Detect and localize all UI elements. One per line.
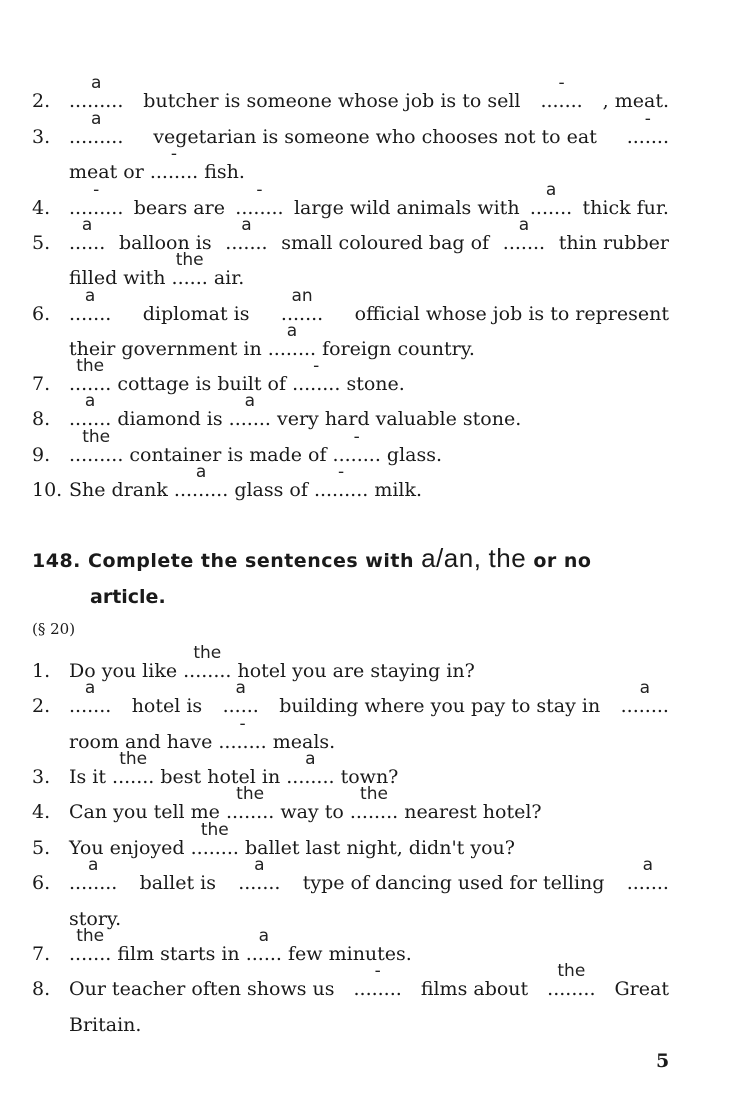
sentence-text: Britain. (69, 1014, 142, 1036)
answer-blank (267, 321, 317, 360)
handwritten-answer: - (93, 180, 100, 200)
blank-dots: ........ (267, 338, 317, 360)
ex147-item-4: 4. - ......... bears are - ........ large wild animals with a ....... thick fur. (32, 180, 669, 219)
handwritten-answer: the (200, 820, 229, 840)
ex148-item-6-cont (0, 904, 741, 934)
answer-blank (69, 678, 112, 717)
sentence-text: vegetarian is someone who chooses not to eat (153, 126, 597, 148)
sentence-text: foreign country. (322, 338, 475, 360)
sentence-text: Do you like (69, 660, 184, 682)
answer-blank (69, 427, 124, 466)
blank-dots: ....... (238, 872, 281, 894)
blank-dots: ....... (280, 303, 324, 325)
handwritten-answer: a (305, 749, 316, 769)
blank-dots: ........ (149, 161, 199, 183)
ex148-item-5: 5. You enjoyed the ........ ballet last night, didn't you? (32, 820, 515, 859)
answer-blank (69, 286, 112, 325)
ex148-item-2: 2. a ....... hotel is a ...... building where you pay to stay in a ........ (32, 678, 669, 717)
blank-dots: ........ (225, 801, 275, 823)
sentence (69, 321, 475, 360)
sentence (69, 1014, 141, 1036)
sentence-text: hotel you are staying in? (237, 660, 475, 682)
exercise-heading-cont: article. (90, 586, 166, 608)
handwritten-answer: - (558, 73, 565, 93)
section-reference: (§ 20) (32, 620, 76, 638)
sentence-text: balloon is (118, 232, 212, 254)
sentence-text: milk. (374, 479, 423, 501)
blank-dots: ........ (332, 444, 381, 466)
answer-blank (69, 180, 124, 219)
answer-blank (69, 855, 118, 894)
blank-dots: ........ (353, 978, 402, 1000)
answer-blank (502, 215, 546, 254)
sentence-text: way to (280, 801, 350, 823)
sentence (69, 109, 669, 148)
answer-blank (620, 678, 669, 717)
sentence (69, 784, 542, 823)
blank-dots: ....... (502, 232, 546, 254)
handwritten-answer: a (195, 462, 207, 482)
sentence-text: butcher is someone whose job is to sell (143, 90, 521, 112)
ex148-item-3: 3. Is it the ....... best hotel in a ........ town? (32, 749, 399, 788)
answer-blank (218, 714, 267, 753)
answer-blank (149, 144, 199, 183)
blank-dots: ........ (620, 695, 669, 717)
blank-dots: ......... (69, 197, 124, 219)
ex147-item-10: 10. She drank a ......... glass of - ......... milk. (32, 462, 423, 501)
blank-dots: ......... (69, 126, 124, 148)
blank-dots: ...... (171, 267, 208, 289)
ex147-item-7: 7. the ....... cottage is built of - ........ stone. (32, 356, 405, 395)
ex147-item-6: 6. a ....... diplomat is an ....... official whose job is to represent (32, 286, 669, 325)
sentence (69, 215, 669, 254)
blank-dots: ....... (225, 232, 268, 254)
sentence-text: air. (213, 267, 245, 289)
sentence-text: hotel is (131, 695, 203, 717)
blank-dots: ....... (69, 303, 112, 325)
sentence (69, 714, 336, 753)
handwritten-answer: the (82, 427, 111, 447)
handwritten-answer: a (286, 321, 298, 341)
handwritten-answer: a (87, 855, 99, 875)
answer-blank (238, 855, 281, 894)
sentence (69, 427, 443, 466)
blank-dots: ....... (540, 90, 583, 112)
answer-blank (313, 462, 369, 501)
handwritten-answer: - (256, 180, 263, 200)
exercise-heading: 148. Complete the sentences with a/an, the or no (32, 543, 592, 573)
handwritten-answer: a (81, 215, 93, 235)
answer-blank (225, 215, 268, 254)
sentence-text: film starts in (117, 943, 246, 965)
sentence-text: Great (614, 978, 669, 1000)
handwritten-answer: a (244, 391, 256, 411)
ex147-item-3: 3. a ......... vegetarian is someone who chooses not to eat - ....... (32, 109, 669, 148)
ex147-item-8: 8. a ....... diamond is a ....... very hard valuable stone. (32, 391, 522, 430)
sentence (69, 749, 399, 788)
answer-blank (353, 961, 402, 1000)
sentence-text: , meat. (602, 90, 669, 112)
sentence-text: nearest hotel? (404, 801, 542, 823)
sentence-text: thick fur. (582, 197, 669, 219)
sentence (69, 286, 669, 325)
handwritten-answer: a (254, 855, 265, 875)
answer-blank (626, 109, 669, 148)
blank-dots: ....... (112, 766, 155, 788)
sentence-text: Our teacher often shows us (69, 978, 335, 1000)
blank-dots: ....... (69, 373, 112, 395)
answer-blank (626, 855, 669, 894)
sentence-text: large wild animals with (293, 197, 520, 219)
sentence-text: meals. (272, 731, 336, 753)
blank-dots: ........ (547, 978, 596, 1000)
sentence-text: container is made of (129, 444, 333, 466)
answer-blank (112, 749, 155, 788)
handwritten-answer: a (258, 926, 270, 946)
blank-dots: ...... (222, 695, 259, 717)
ex148-item-8: 8. Our teacher often shows us - ........ films about the ........ Great (32, 961, 669, 1000)
sentence-text: Is it (69, 766, 113, 788)
sentence-text: few minutes. (288, 943, 412, 965)
handwritten-answer: - (313, 356, 320, 376)
answer-blank (529, 180, 573, 219)
blank-dots: ........ (349, 801, 399, 823)
sentence-text: official whose job is to represent (354, 303, 669, 325)
blank-dots: ....... (529, 197, 573, 219)
blank-dots: ......... (173, 479, 229, 501)
sentence-text: story. (69, 908, 122, 930)
handwritten-answer: - (644, 109, 651, 129)
handwritten-answer: - (338, 462, 345, 482)
handwritten-answer: a (84, 678, 96, 698)
answer-blank (190, 820, 239, 859)
ex147-item-5-cont (0, 250, 741, 293)
sentence-text: type of dancing used for telling (302, 872, 605, 894)
blank-dots: ....... (626, 126, 669, 148)
sentence-text: best hotel in (160, 766, 287, 788)
ex147-item-9: 9. the ......... container is made of - ........ glass. (32, 427, 443, 466)
sentence (69, 961, 669, 1000)
blank-dots: ........ (183, 660, 232, 682)
ex148-item-7: 7. the ....... film starts in a ...... few minutes. (32, 926, 412, 965)
handwritten-answer: the (557, 961, 586, 981)
sentence (69, 820, 515, 859)
sentence-text: very hard valuable stone. (276, 408, 522, 430)
blank-dots: ...... (245, 943, 282, 965)
sentence-text: cottage is built of (117, 373, 293, 395)
blank-dots: ........ (286, 766, 335, 788)
sentence (69, 926, 412, 965)
handwritten-answer: a (235, 678, 246, 698)
blank-dots: ....... (228, 408, 271, 430)
sentence-text: She drank (69, 479, 174, 501)
blank-dots: ...... (69, 232, 106, 254)
handwritten-answer: a (84, 286, 96, 306)
sentence-text: glass. (386, 444, 443, 466)
blank-dots: ........ (235, 197, 284, 219)
sentence-text: diplomat is (142, 303, 250, 325)
ex148-item-2-cont (0, 714, 741, 757)
handwritten-answer: the (119, 749, 148, 769)
ex148-item-8-cont (0, 1010, 741, 1040)
handwritten-answer: a (642, 855, 654, 875)
handwritten-answer: a (639, 678, 650, 698)
handwritten-answer: a (84, 391, 96, 411)
sentence-text: meat or (69, 161, 150, 183)
sentence-text: diamond is (117, 408, 229, 430)
blank-dots: ....... (626, 872, 669, 894)
ex148-item-1: 1. Do you like the ........ hotel you are staying in? (32, 643, 475, 682)
handwritten-answer: the (76, 926, 105, 946)
sentence-text: glass of (234, 479, 314, 501)
sentence-text: films about (420, 978, 529, 1000)
handwritten-answer: a (545, 180, 557, 200)
blank-dots: ....... (69, 408, 112, 430)
handwritten-answer: a (90, 73, 102, 93)
handwritten-answer: the (175, 250, 204, 270)
sentence-text: their government in (69, 338, 268, 360)
sentence (69, 391, 522, 430)
answer-blank (69, 109, 124, 148)
sentence-text: filled with (69, 267, 172, 289)
sentence-text: town? (340, 766, 399, 788)
ex148-item-4: 4. Can you tell me the ........ way to the ........ nearest hotel? (32, 784, 542, 823)
sentence (69, 643, 475, 682)
blank-dots: ......... (69, 90, 124, 112)
blank-dots: ....... (69, 943, 112, 965)
handwritten-answer: - (374, 961, 381, 981)
sentence (69, 180, 669, 219)
answer-blank (547, 961, 596, 1000)
sentence (69, 356, 405, 395)
handwritten-answer: a (518, 215, 530, 235)
answer-blank (171, 250, 208, 289)
sentence (69, 250, 245, 289)
sentence (69, 462, 423, 501)
answer-blank (69, 926, 112, 965)
blank-dots: ......... (313, 479, 369, 501)
sentence-text: fish. (204, 161, 245, 183)
sentence-text: thin rubber (558, 232, 669, 254)
answer-blank (349, 784, 399, 823)
answer-blank (286, 749, 335, 788)
handwritten-answer: the (236, 784, 265, 804)
sentence-text: You enjoyed (69, 837, 191, 859)
blank-dots: ....... (69, 695, 112, 717)
sentence-text: building where you pay to stay in (279, 695, 601, 717)
ex147-item-5: 5. a ...... balloon is a ....... small coloured bag of a ....... thin rubber (32, 215, 669, 254)
sentence-text: small coloured bag of (281, 232, 490, 254)
handwritten-answer: the (193, 643, 222, 663)
answer-blank (225, 784, 275, 823)
sentence-text: room and have (69, 731, 219, 753)
blank-dots: ........ (218, 731, 267, 753)
answer-blank (245, 926, 282, 965)
answer-blank (173, 462, 229, 501)
ex147-item-2: 2. a ......... butcher is someone whose job is to sell - ....... , meat. (32, 73, 669, 112)
handwritten-answer: a (241, 215, 252, 235)
answer-blank (183, 643, 232, 682)
ex147-item-3-cont (0, 144, 741, 187)
handwritten-answer: the (360, 784, 388, 804)
blank-dots: ......... (69, 444, 124, 466)
sentence-text: stone. (346, 373, 405, 395)
answer-blank (228, 391, 271, 430)
ex147-item-6-cont (0, 321, 741, 364)
handwritten-answer: the (76, 356, 105, 376)
sentence (69, 678, 669, 717)
sentence-text: bears are (133, 197, 225, 219)
answer-blank (69, 215, 106, 254)
page-number: 5 (656, 1050, 670, 1072)
blank-dots: ........ (190, 837, 239, 859)
handwritten-answer: - (239, 714, 246, 734)
blank-dots: ........ (69, 872, 118, 894)
handwritten-answer: an (291, 286, 313, 306)
answer-blank (292, 356, 341, 395)
sentence (69, 73, 669, 112)
answer-blank (540, 73, 583, 112)
ex148-item-6: 6. a ........ ballet is a ....... type of dancing used for telling a ....... (32, 855, 669, 894)
handwritten-answer: a (90, 109, 102, 129)
handwritten-answer: - (353, 427, 360, 447)
sentence-text: ballet last night, didn't you? (244, 837, 515, 859)
blank-dots: ........ (292, 373, 341, 395)
handwritten-answer: - (170, 144, 178, 164)
sentence-text: ballet is (139, 872, 216, 894)
sentence (69, 855, 669, 894)
sentence-text: Can you tell me (69, 801, 226, 823)
